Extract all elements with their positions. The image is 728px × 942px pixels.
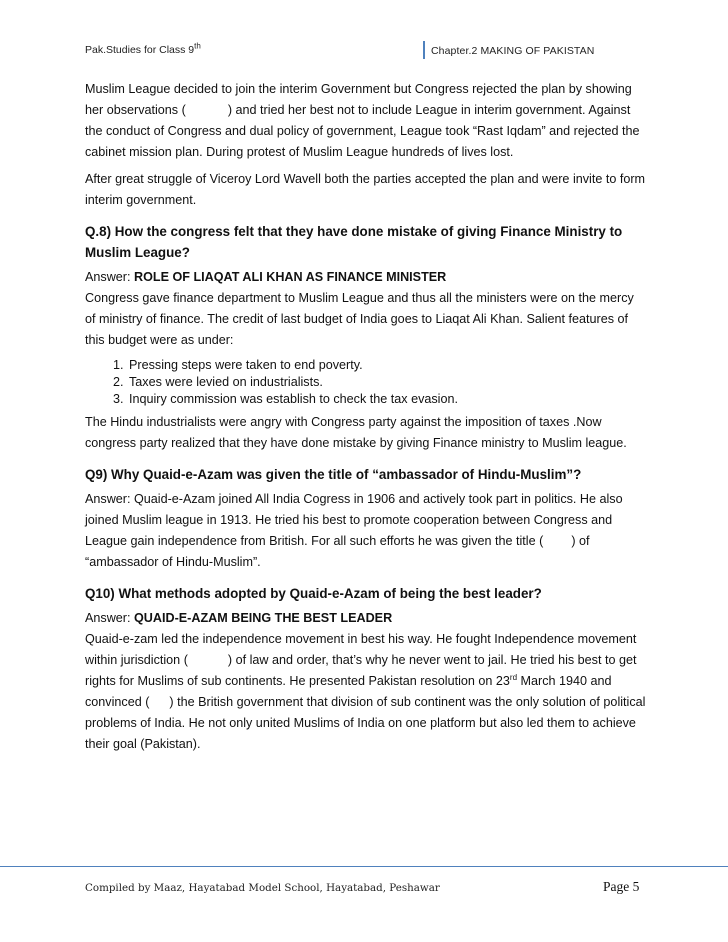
answer-8-conclusion: The Hindu industrialists were angry with Congress party against the imposition of taxes .Now congress party realized that they have done mistake by giving Finance ministry to Muslim league. <box>85 415 627 450</box>
answer-8-heading <box>85 267 647 288</box>
paragraph-text: March 1940 and convinced ( <box>85 674 612 709</box>
answer-title: ROLE OF LIAQAT ALI KHAN AS FINANCE MINISTER <box>134 270 447 284</box>
question-8: Q.8) How the congress felt that they have done mistake of giving Finance Ministry to Muslim League? <box>85 224 623 260</box>
paragraph-text: Answer: Quaid-e-Azam joined All India Cogress in 1906 and actively took part in politics. He also joined Muslim league in 1913. He tried his best to promote cooperation between Congress and League gain independence from British. For all such efforts he was given the title ( <box>85 492 623 548</box>
paragraph-text: ) and tried her best not to include League in interim government. Against the conduct of Congress and dual policy of government, League took “Rast Iqdam” and rejected the cabinet mission plan. During protest of Muslim League hundreds of lives lost. <box>85 103 640 159</box>
date-superscript: rd <box>509 672 518 682</box>
answer-8-body: Congress gave finance department to Muslim League and thus all the ministers were on the mercy of ministry of finance. The credit of last budget of India goes to Liaqat Ali Khan. Salient features of this budget were as under: <box>85 291 634 347</box>
budget-features-list <box>85 357 647 408</box>
answer-10-body <box>85 629 647 755</box>
list-item: 2. Taxes were levied on industrialists. <box>127 374 647 391</box>
paragraph-text: Quaid-e-zam led the independence movement in best his way. He fought Independence movement within jurisdiction ( <box>85 632 637 667</box>
answer-9 <box>85 489 647 573</box>
header-left <box>85 41 201 56</box>
answer-label: Answer: <box>85 611 134 625</box>
footer-credit: Compiled by Maaz, Hayatabad Model School, Hayatabad, Peshawar <box>85 882 440 894</box>
answer-title: QUAID-E-AZAM BEING THE BEST LEADER <box>134 611 393 625</box>
answer-label: Answer: <box>85 270 134 284</box>
paragraph-interim-government <box>85 79 647 163</box>
page-content <box>85 79 647 761</box>
header-separator <box>423 41 425 59</box>
paragraph-wavell: After great struggle of Viceroy Lord Wavell both the parties accepted the plan and were invite to form interim government. <box>85 172 646 207</box>
paragraph-text: Muslim League decided to join the interim Government but Congress rejected the plan by showing her observations ( <box>85 82 632 117</box>
list-item: 3. Inquiry commission was establish to check the tax evasion. <box>127 391 647 408</box>
header-superscript: th <box>194 41 201 51</box>
header-chapter: Chapter.2 MAKING OF PAKISTAN <box>431 45 595 57</box>
footer-rule <box>0 866 728 867</box>
question-10: Q10) What methods adopted by Quaid-e-Azam of being the best leader? <box>85 586 542 601</box>
paragraph-text: ) the British government that division of sub continent was the only solution of political problems of India. He not only united Muslims of India on one platform but also led them to achieve their goal (Pakistan). <box>85 695 646 751</box>
list-item: 1. Pressing steps were taken to end poverty. <box>127 357 647 374</box>
page-number: Page 5 <box>603 879 640 894</box>
answer-10-heading <box>85 608 647 629</box>
header-subject: Pak.Studies for Class 9 <box>85 44 195 56</box>
question-9: Q9) Why Quaid-e-Azam was given the title of “ambassador of Hindu-Muslim”? <box>85 467 582 482</box>
paragraph-text: ) of “ambassador of Hindu-Muslim”. <box>85 534 590 569</box>
paragraph-text: ) of law and order, that’s why he never went to jail. He tried his best to get rights for Muslims of sub continents. He presented Pakistan resolution on 23 <box>85 653 637 688</box>
